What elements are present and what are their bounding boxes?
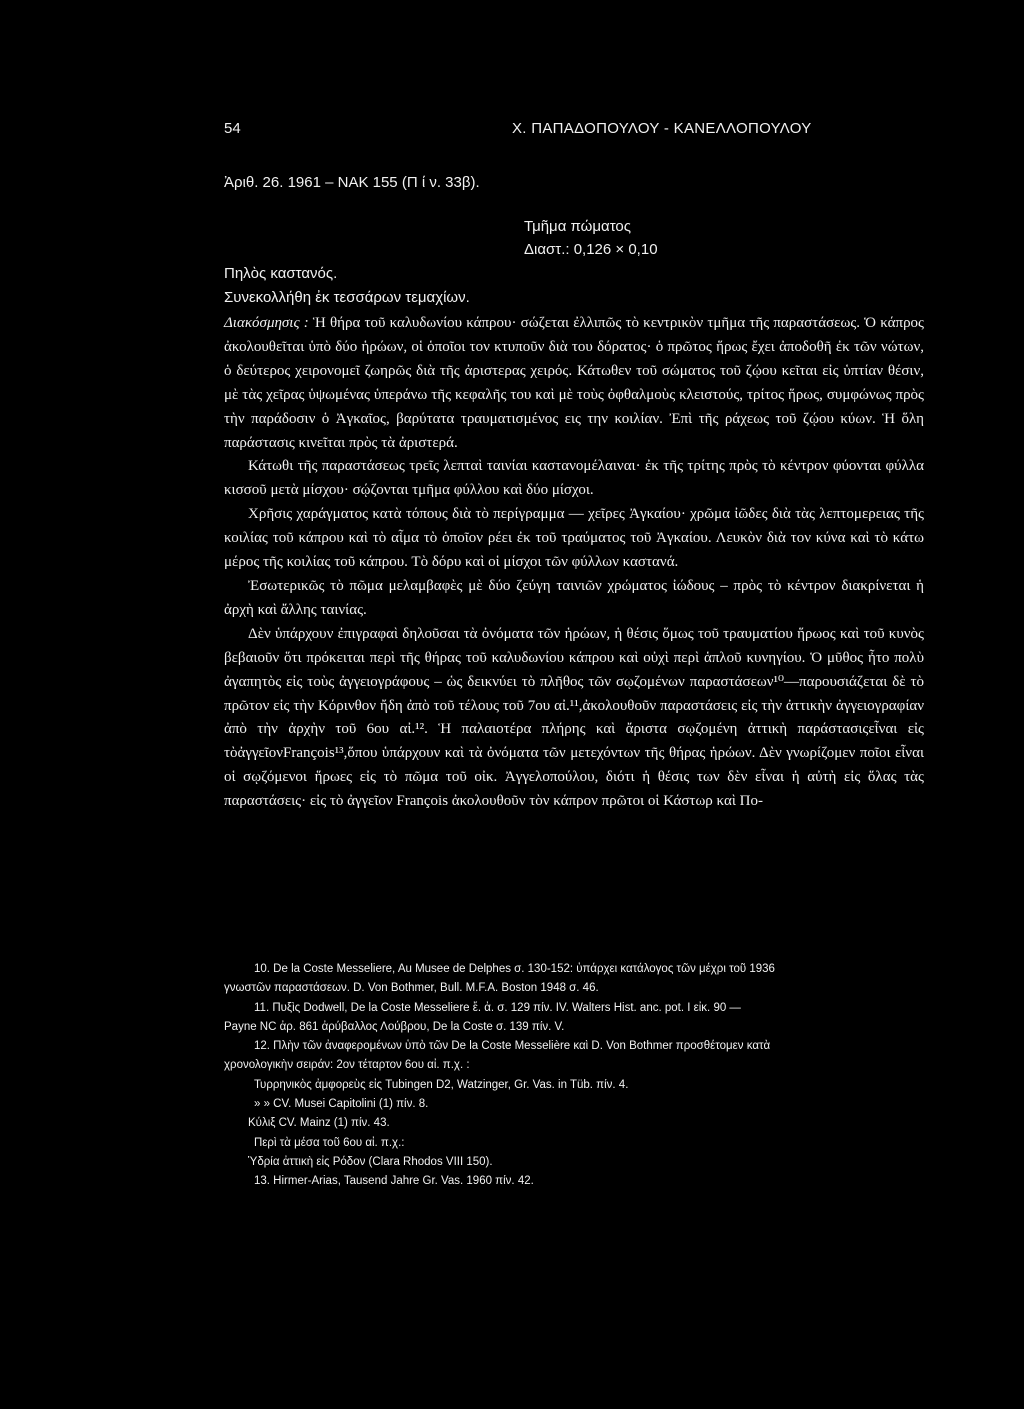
decoration-text: Ἡ θήρα τοῦ καλυδωνίου κάπρου· σώζεται ἐλλιπῶς τὸ κεντρικὸν τμῆμα τῆς παραστάσεως. Ὁ κάπρος ἀκολουθεῖται ὑπὸ δύο ἡρώων, οἱ ὁποῖοι τον κτυποῦν διὰ του δόρατος· ὁ πρῶτος ἥρως ἔχει ἀποδοθῆ ἐκ τῶν νώτων, ὁ δεύτερος χειρονομεῖ ζωηρῶς διὰ τῆς ἀριστερας χειρός. Κάτωθεν τοῦ σώματος τοῦ ζῴου κεῖται εἰς ὑπτίαν θέσιν, μὲ τὰς χεῖρας ὑψωμένας ὑπεράνω τῆς κεφαλῆς του καὶ μὲ τοὺς ὀφθαλμοὺς κλειστούς, τρίτος ἥρως, συμφώνως πρὸς τὴν παράδοσιν ὁ Ἀγκαῖος, βαρύτατα τραυματισμένος εις την κοιλίαν. Ἐπὶ τῆς ράχεως τοῦ ζῴου κύων. Ἡ ὅλη παράστασις κινεῖται πρὸς τὰ ἀριστερά. <box>224 315 925 451</box>
assembly-description: Συνεκολλήθη ἐκ τεσσάρων τεμαχίων. <box>224 289 470 306</box>
page-header <box>224 120 944 144</box>
footnote-11-cont: Payne NC ἀρ. 861 ἀρύβαλλος Λούβρου, De la Coste σ. 139 πίν. V. <box>224 1020 565 1033</box>
paragraph-interpretation: Δὲν ὑπάρχουν ἐπιγραφαὶ δηλοῦσαι τὰ ὀνόματα τῶν ἡρώων, ἡ θέσις ὅμως τοῦ τραυματίου ἥρωος καὶ τοῦ κυνὸς βεβαιοῦν ὅτι πρόκειται περὶ τῆς θήρας τοῦ καλυδωνίου κάπρου καὶ οὐχὶ περὶ ἁπλοῦ κυνηγίου. Ὁ μῦθος ἦτο πολὺ ἀγαπητὸς εἰς τοὺς ἀγγειογράφους – ὡς δεικνύει τὸ πλῆθος τῶν σῳζομένων παραστάσεων¹⁰—παρουσιάζεται δὲ τὸ πρῶτον εἰς τὴν Κόρινθον ἤδη ἀπὸ τοῦ τέλους τοῦ 7ου αἰ.¹¹,ἀκολουθοῦν παραστάσεις εἰς τὴν ἀττικὴν ἀγγειογραφίαν ἀπὸ τὴν ἀρχὴν τοῦ 6ου αἰ.¹². Ἡ παλαιοτέρα πλήρης καὶ ἄριστα σῳζομένη ἀττικὴ παράστασιςεἶναι εἰς τὸἀγγεῖονFrançois¹³,ὅπου ὑπάρχουν καὶ τὰ ὀνόματα τῶν μετεχόντων τῆς θήρας ἡρώων. Δὲν γνωρίζομεν ποῖοι εἶναι οἱ σῳζόμενοι ἥρωες εἰς τὸ πῶμα τοῦ οἰκ. Ἀγγελοπούλου, διότι ἡ θέσις των δὲν εἶναι ἡ αὐτὴ εἰς ὅλας τὰς παραστάσεις· εἰς τὸ ἀγγεῖον François ἀκολουθοῦν τὸν κάπρον πρῶτοι οἱ Κάστωρ καὶ Πο- <box>224 625 924 810</box>
footnote-12-item-1: Τυρρηνικὸς ἀμφορεὺς εἰς Tubingen D2, Watzinger, Gr. Vas. in Tüb. πίν. 4. <box>254 1078 629 1091</box>
main-text <box>224 312 924 814</box>
footnotes <box>224 960 924 1192</box>
footnote-12-item-3: Κύλιξ CV. Mainz (1) πίν. 43. <box>248 1117 390 1130</box>
footnote-11: 11. Πυξὶς Dodwell, De la Coste Messeliere ἔ. ἀ. σ. 129 πίν. IV. Walters Hist. anc. pot. I εἰκ. 90 — <box>254 1001 741 1014</box>
paragraph-decoration <box>224 312 924 455</box>
page-number: 54 <box>224 120 241 137</box>
catalog-entry: Ἀριθ. 26. 1961 – ΝΑΚ 155 (Π ί ν. 33β). <box>224 174 480 191</box>
footnote-12-item-4: Περὶ τὰ μέσα τοῦ 6ου αἰ. π.χ.: <box>254 1136 405 1149</box>
clay-description: Πηλὸς καστανός. <box>224 265 338 282</box>
footnote-10-cont: γνωστῶν παραστάσεων. D. Von Bothmer, Bull. M.F.A. Boston 1948 σ. 46. <box>224 982 599 995</box>
fragment-part: Τμῆμα πώματος <box>524 218 631 235</box>
footnote-12-item-5: Ὑδρία ἀττικὴ εἰς Ρόδον (Clara Rhodos VIII 150). <box>248 1155 493 1168</box>
footnote-13: 13. Hirmer-Arias, Tausend Jahre Gr. Vas. 1960 πίν. 42. <box>254 1175 534 1188</box>
paragraph-technique: Χρῆσις χαράγματος κατὰ τόπους διὰ τὸ περίγραμμα — χεῖρες Ἀγκαίου· χρῶμα ἰῶδες διὰ τὰς λεπτομερειας τῆς κοιλίας τοῦ κάπρου καὶ τὸ αἷμα τὸ ὁποῖον ρέει ἐκ τοῦ τραύματος τοῦ Ἀγκαίου. Λευκὸν διὰ τον κύνα καὶ τὸ κάτω μέρος τῆς κοιλίας τοῦ κάπρου. Τὸ δόρυ καὶ οἱ μίσχοι τῶν φύλλων καστανά. <box>224 506 924 571</box>
paragraph-interior: Ἐσωτερικῶς τὸ πῶμα μελαμβαφὲς μὲ δύο ζεύγη ταινιῶν χρώματος ἰώδους – πρὸς τὸ κέντρον διακρίνεται ἡ ἀρχὴ καὶ ἄλλης ταινίας. <box>224 577 924 618</box>
fragment-dimensions: Διαστ.: 0,126 × 0,10 <box>524 241 658 258</box>
footnote-12-item-2: » » CV. Musei Capitolini (1) πίν. 8. <box>254 1098 429 1111</box>
footnote-12: 12. Πλὴν τῶν ἀναφερομένων ὑπὸ τῶν De la Coste Messelière καὶ D. Von Bothmer προσθέτομεν κατὰ <box>254 1040 771 1053</box>
decoration-label: Διακόσμησις : <box>224 315 309 331</box>
paragraph-bands: Κάτωθι τῆς παραστάσεως τρεῖς λεπταὶ ταινίαι καστανομέλαιναι· ἐκ τῆς τρίτης πρὸς τὸ κέντρον φύονται φύλλα κισσοῦ μετὰ μίσχου· σῴζονται τμῆμα φύλλου καὶ δύο μίσχοι. <box>224 458 924 499</box>
footnote-12-cont: χρονολογικὴν σειράν: 2ον τέταρτον 6ου αἰ. π.χ. : <box>224 1059 470 1072</box>
running-title: Χ. ΠΑΠΑΔΟΠΟΥΛΟΥ - ΚΑΝΕΛΛΟΠΟΥΛΟΥ <box>512 120 812 137</box>
footnote-10: 10. De la Coste Messeliere, Au Musee de Delphes σ. 130-152: ὑπάρχει κατάλογος τῶν μέχρι τοῦ 1936 <box>254 963 775 975</box>
